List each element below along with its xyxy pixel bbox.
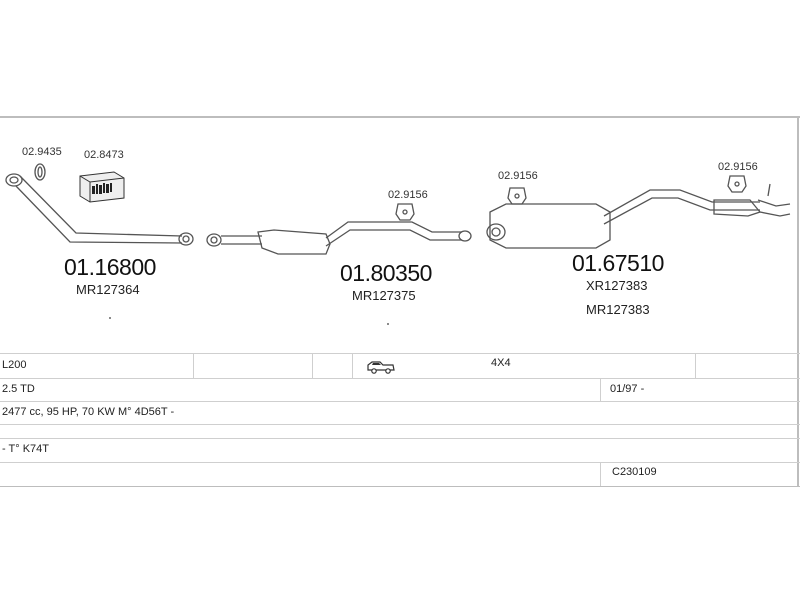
rubber-mount-1 xyxy=(396,204,414,220)
box-code-label: 02.8473 xyxy=(84,149,124,161)
pickup-truck-icon xyxy=(366,359,396,375)
mounting-kit-box-icon xyxy=(80,172,124,202)
clamp-ring xyxy=(35,164,45,180)
clamp-code-label: 02.9435 xyxy=(22,146,62,158)
rear-silencer xyxy=(487,184,790,248)
middle-code: 01.80350 xyxy=(340,260,432,286)
front-pipe-ref: MR127364 xyxy=(76,282,140,297)
table-col-6 xyxy=(600,462,601,486)
spec-cell: 2477 cc, 95 HP, 70 KW M° 4D56T - xyxy=(2,406,175,418)
mount-code-label-3: 02.9156 xyxy=(718,161,758,173)
model-cell: L200 xyxy=(2,359,27,371)
rear-ref-1: XR127383 xyxy=(586,278,648,293)
rear-code: 01.67510 xyxy=(572,250,664,276)
table-bottom-line xyxy=(0,486,800,487)
catalog-cell: C230109 xyxy=(612,466,657,478)
table-line-3 xyxy=(0,424,800,425)
table-col-4 xyxy=(695,353,696,378)
rubber-mount-3 xyxy=(728,176,746,192)
engine-cell: 2.5 TD xyxy=(2,383,35,395)
table-line-4 xyxy=(0,438,800,439)
table-top-line xyxy=(0,353,800,354)
rear-ref-2: MR127383 xyxy=(586,302,650,317)
table-line-5 xyxy=(0,462,800,463)
rubber-mount-2 xyxy=(508,188,526,204)
table-col-3 xyxy=(352,353,353,378)
table-line-2 xyxy=(0,401,800,402)
table-col-2 xyxy=(312,353,313,378)
drive-cell: 4X4 xyxy=(491,357,511,369)
table-col-5 xyxy=(600,378,601,401)
table-line-1 xyxy=(0,378,800,379)
date-cell: 01/97 - xyxy=(610,383,645,395)
mount-code-label-2: 02.9156 xyxy=(498,170,538,182)
type-cell: - T° K74T xyxy=(2,443,49,455)
table-col-1 xyxy=(193,353,194,378)
middle-silencer xyxy=(207,222,471,254)
front-pipe-code: 01.16800 xyxy=(64,254,156,280)
middle-ref: MR127375 xyxy=(352,288,416,303)
mount-code-label-1: 02.9156 xyxy=(388,189,428,201)
